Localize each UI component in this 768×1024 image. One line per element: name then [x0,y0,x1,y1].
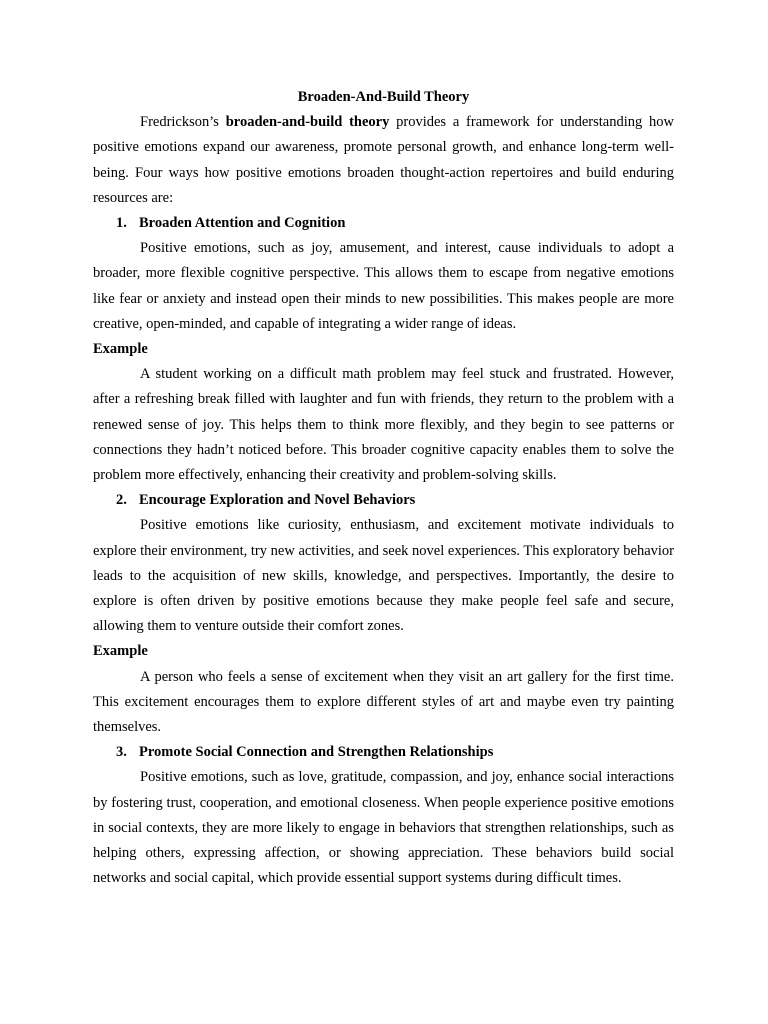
section-1-title: Broaden Attention and Cognition [139,215,346,232]
document-title: Broaden-And-Build Theory [297,89,470,105]
section-1-heading [93,211,674,236]
section-3-title: Promote Social Connection and Strengthen Relationships [139,744,494,761]
section-2-example: A person who feels a sense of excitement when they visit an art gallery for the first time. This excitement encourages them to explore different styles of art and maybe even try painting themselves. [93,668,674,736]
section-2-example-label: Example [93,643,148,660]
section-2-title: Encourage Exploration and Novel Behaviors [139,492,416,509]
section-3-heading [93,740,674,765]
section-3-number: 3. [116,744,127,761]
section-1-example-label: Example [93,341,148,358]
intro-theory-name: broaden-and-build theory [225,114,390,131]
section-1-body: Positive emotions, such as joy, amusement, and interest, cause individuals to adopt a broader, more flexible cognitive perspective. This allows them to escape from negative emotions like fear or anxiety and instead open their minds to new possibilities. This makes people are more creative, open-minded, and capable of integrating a wider range of ideas. [93,240,674,332]
intro-suffix: provides a framework for understanding how positive emotions expand our awareness, promote personal growth, and enhance long-term well-being. Four ways how positive emotions broaden thought-action repertoires and build enduring resources are: [93,114,675,206]
section-2-heading [93,488,674,513]
intro-prefix: Fredrickson’s [140,114,226,131]
section-3-body: Positive emotions, such as love, gratitude, compassion, and joy, enhance social interactions by fostering trust, cooperation, and emotional closeness. When people experience positive emotions in social contexts, they are more likely to engage in behaviors that strengthen relationships, such as helping others, expressing affection, or showing appreciation. These behaviors build social networks and social capital, which provide essential support systems during difficult times. [93,769,674,887]
section-1-example: A student working on a difficult math problem may feel stuck and frustrated. However, after a refreshing break filled with laughter and fun with friends, they return to the problem with a renewed sense of joy. This helps them to think more flexibly, and they begin to see patterns or connections they hadn’t noticed before. This broader cognitive capacity enables them to solve the problem more effectively, enhancing their creativity and problem-solving skills. [93,366,674,484]
intro-paragraph [93,110,674,211]
section-1-number: 1. [116,215,127,232]
section-2-body: Positive emotions like curiosity, enthusiasm, and excitement motivate individuals to explore their environment, try new activities, and seek novel experiences. This exploratory behavior leads to the acquisition of new skills, knowledge, and perspectives. Importantly, the desire to explore is often driven by positive emotions because they make people feel safe and secure, allowing them to venture outside their comfort zones. [93,517,674,635]
section-2-number: 2. [116,492,127,509]
